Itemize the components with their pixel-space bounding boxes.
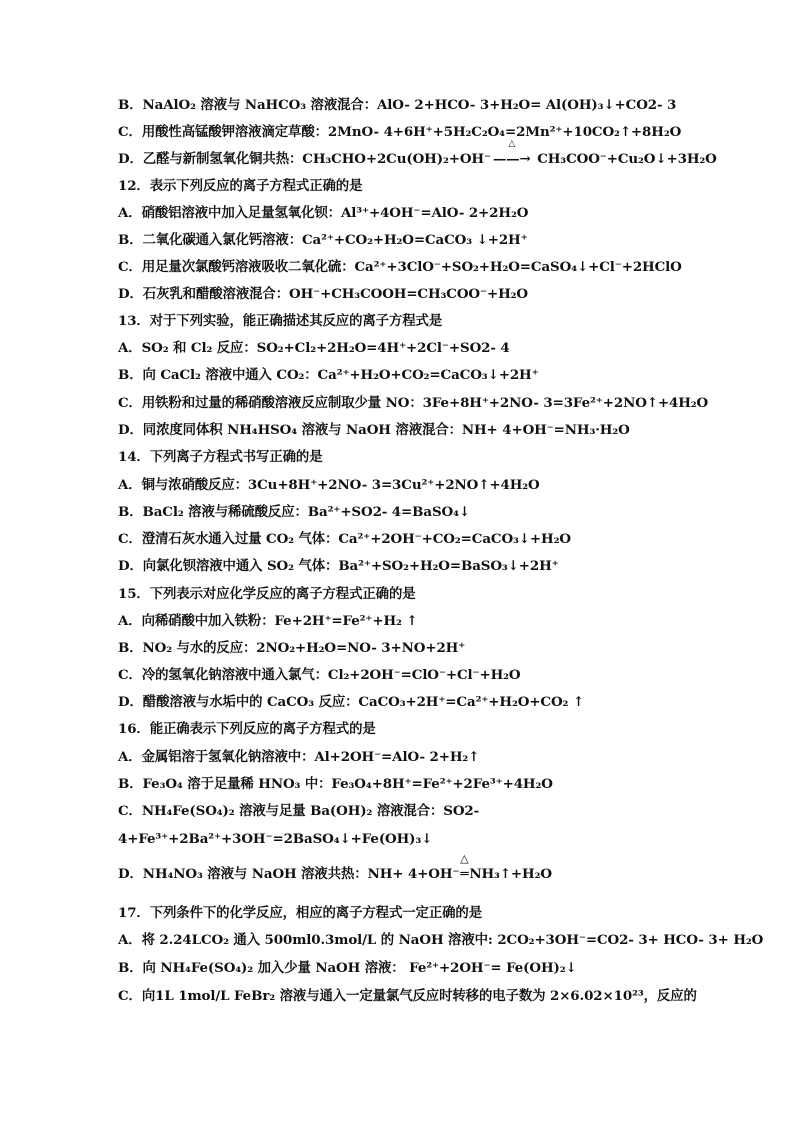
option-11d (118, 139, 717, 168)
heat-symbol: △ (508, 139, 516, 149)
option-15d: D．醋酸溶液与水垢中的 CaCO₃ 反应：CaCO₃+2H⁺=Ca²⁺+H₂O+CO₂ ↑ (118, 694, 584, 710)
option-16a: A．金属铝溶于氢氧化钠溶液中：Al+2OH⁻=AlO- 2+H₂↑ (118, 749, 480, 765)
option-15a: A．向稀硝酸中加入铁粉：Fe+2H⁺=Fe²⁺+H₂ ↑ (118, 613, 418, 629)
option-16c: C．NH₄Fe(SO₄)₂ 溶液与足量 Ba(OH)₂ 溶液混合：SO2- (118, 803, 480, 819)
option-13b: B．向 CaCl₂ 溶液中通入 CO₂：Ca²⁺+H₂O+CO₂=CaCO₃↓+2H⁺ (118, 367, 539, 383)
option-11d-pre: D．乙醛与新制氢氧化铜共热：CH₃CHO+2Cu(OH)₂+OH⁻ (118, 151, 491, 167)
option-11b: B．NaAlO₂ 溶液与 NaHCO₃ 溶液混合：AlO- 2+HCO- 3+H₂O= Al(OH)₃↓+CO2- 3 (118, 97, 677, 113)
option-11c: C．用酸性高锰酸钾溶液滴定草酸：2MnO- 4+6H⁺+5H₂C₂O₄=2Mn²⁺+10CO₂↑+8H₂O (118, 124, 682, 140)
question-17: 17．下列条件下的化学反应，相应的离子方程式一定正确的是 (118, 905, 482, 921)
option-12a: A．硝酸铝溶液中加入足量氢氧化钡：Al³⁺+4OH⁻=AlO- 2+2H₂O (118, 205, 529, 221)
option-17a: A．将 2.24LCO₂ 通入 500ml0.3mol/L 的 NaOH 溶液中: 2CO₂+3OH⁻=CO2- 3+ HCO- 3+ H₂O (118, 932, 764, 948)
option-15b: B．NO₂ 与水的反应：2NO₂+H₂O=NO- 3+NO+2H⁺ (118, 640, 466, 656)
question-12: 12．表示下列反应的离子方程式正确的是 (118, 178, 363, 194)
option-16d-pre: D．NH₄NO₃ 溶液与 NaOH 溶液共热：NH+ 4+OH⁻ (118, 866, 460, 882)
option-16d (118, 852, 684, 883)
option-16c-cont: 4+Fe³⁺+2Ba²⁺+3OH⁻=2BaSO₄↓+Fe(OH)₃↓ (118, 831, 433, 847)
question-13: 13．对于下列实验，能正确描述其反应的离子方程式是 (118, 313, 443, 329)
option-13a: A．SO₂ 和 Cl₂ 反应：SO₂+Cl₂+2H₂O=4H⁺+2Cl⁻+SO2- 4 (118, 340, 510, 356)
heating-arrow: △ ——→ (492, 139, 531, 167)
option-12d: D．石灰乳和醋酸溶液混合：OH⁻+CH₃COOH=CH₃COO⁻+H₂O (118, 286, 528, 302)
option-11d-post: CH₃COO⁻+Cu₂O↓+3H₂O (532, 151, 717, 167)
option-14c: C．澄清石灰水通入过量 CO₂ 气体：Ca²⁺+2OH⁻+CO₂=CaCO₃↓+H₂O (118, 531, 571, 547)
option-14b: B．BaCl₂ 溶液与稀硫酸反应：Ba²⁺+SO2- 4=BaSO₄↓ (118, 504, 470, 520)
option-15c: C．冷的氢氧化钠溶液中通入氯气：Cl₂+2OH⁻=ClO⁻+Cl⁻+H₂O (118, 667, 521, 683)
option-17c: C．向1L 1mol/L FeBr₂ 溶液与通入一定量氯气反应时转移的电子数为 2×6.02×10²³，反应的 (118, 988, 697, 1004)
option-17b: B．向 NH₄Fe(SO₄)₂ 加入少量 NaOH 溶液： Fe²⁺+2OH⁻= Fe(OH)₂↓ (118, 960, 577, 976)
option-16d-post: NH₃↑+H₂O (469, 866, 552, 882)
question-14: 14．下列离子方程式书写正确的是 (118, 449, 323, 465)
option-16b: B．Fe₃O₄ 溶于足量稀 HNO₃ 中：Fe₃O₄+8H⁺=Fe²⁺+2Fe³⁺+4H₂O (118, 776, 553, 792)
option-12b: B．二氧化碳通入氯化钙溶液：Ca²⁺+CO₂+H₂O=CaCO₃ ↓+2H⁺ (118, 232, 528, 248)
question-16: 16．能正确表示下列反应的离子方程式的是 (118, 721, 376, 737)
option-13d: D．同浓度同体积 NH₄HSO₄ 溶液与 NaOH 溶液混合：NH+ 4+OH⁻=NH₃·H₂O (118, 422, 630, 438)
option-14a: A．铜与浓硝酸反应：3Cu+8H⁺+2NO- 3=3Cu²⁺+2NO↑+4H₂O (118, 477, 540, 493)
option-14d: D．向氯化钡溶液中通入 SO₂ 气体：Ba²⁺+SO₂+H₂O=BaSO₃↓+2H⁺ (118, 558, 559, 574)
heating-equals: △ ═ (460, 852, 469, 882)
question-15: 15．下列表示对应化学反应的离子方程式正确的是 (118, 586, 416, 602)
heat-symbol: △ (460, 852, 469, 865)
option-13c: C．用铁粉和过量的稀硝酸溶液反应制取少量 NO：3Fe+8H⁺+2NO- 3=3Fe²⁺+2NO↑+4H₂O (118, 395, 709, 411)
option-12c: C．用足量次氯酸钙溶液吸收二氧化硫：Ca²⁺+3ClO⁻+SO₂+H₂O=CaSO₄↓+Cl⁻+2HClO (118, 259, 682, 275)
